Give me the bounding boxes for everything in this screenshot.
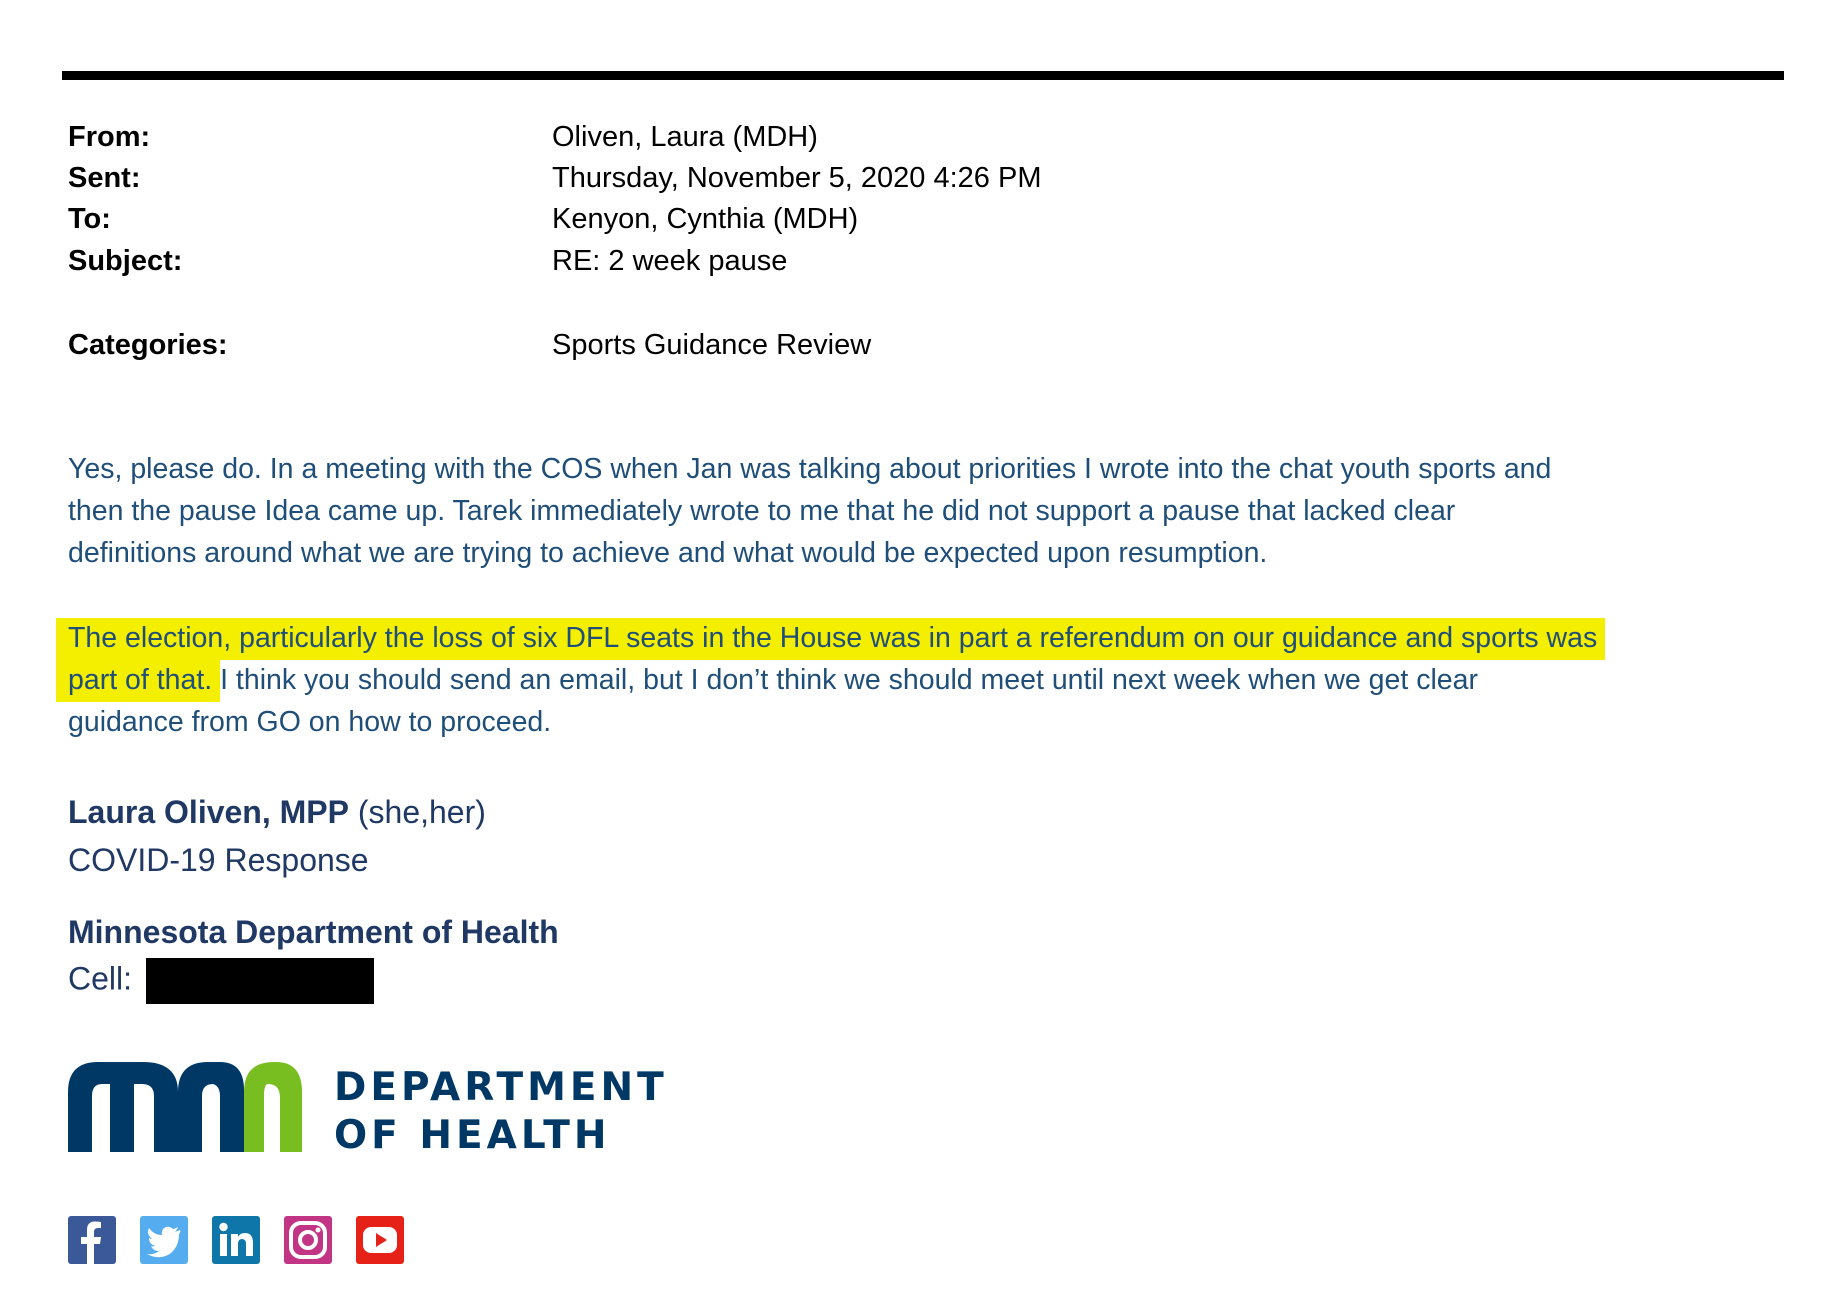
- body-line: guidance from GO on how to proceed.: [68, 706, 552, 738]
- body-line: definitions around what we are trying to achieve and what would be expected upon resumption.: [68, 537, 1268, 569]
- redaction-box: [146, 958, 374, 1004]
- signature-pronouns: (she,her): [348, 794, 486, 830]
- from-label: From:: [68, 121, 151, 153]
- body-paragraph-2: [68, 617, 1788, 743]
- from-value: Oliven, Laura (MDH): [552, 121, 818, 153]
- instagram-icon[interactable]: [284, 1216, 332, 1264]
- sent-label: Sent:: [68, 162, 141, 194]
- to-label: To:: [68, 203, 111, 235]
- subject-label: Subject:: [68, 245, 183, 277]
- logo-line2: OF HEALTH: [334, 1113, 611, 1158]
- header-rule: [62, 71, 1784, 80]
- highlighted-text: The election, particularly the loss of six DFL seats in the House was in part a referendum on our guidance and sports was: [68, 618, 1597, 660]
- highlighted-text: part of that.: [68, 660, 212, 702]
- categories-value: Sports Guidance Review: [552, 329, 872, 361]
- mdh-logo-mark: [68, 1062, 668, 1158]
- sent-value: Thursday, November 5, 2020 4:26 PM: [552, 162, 1042, 194]
- to-value: Kenyon, Cynthia (MDH): [552, 203, 859, 235]
- twitter-icon[interactable]: [140, 1216, 188, 1264]
- signature-name: Laura Oliven, MPP: [68, 794, 349, 830]
- mdh-logo: [68, 1062, 668, 1158]
- body-line: [68, 617, 1788, 659]
- body-line: [68, 659, 1788, 701]
- youtube-icon[interactable]: [356, 1216, 404, 1264]
- subject-value: RE: 2 week pause: [552, 245, 788, 277]
- body-text: I think you should send an email, but I don’t think we should meet until next week when we get clear: [212, 664, 1478, 696]
- body-paragraph-1: [68, 448, 1788, 574]
- facebook-icon[interactable]: [68, 1216, 116, 1264]
- cell-label: Cell:: [68, 960, 133, 997]
- categories-label: Categories:: [68, 329, 228, 361]
- signature-role: COVID-19 Response: [68, 842, 369, 878]
- signature-org: Minnesota Department of Health: [68, 914, 559, 950]
- signature-name-line: [68, 792, 486, 832]
- logo-line1: DEPARTMENT: [334, 1065, 668, 1110]
- body-line: Yes, please do. In a meeting with the COS when Jan was talking about priorities I wrote into the chat youth sports and: [68, 453, 1552, 485]
- body-line: then the pause Idea came up. Tarek immediately wrote to me that he did not support a pause that lacked clear: [68, 495, 1456, 527]
- signature-cell-line: [68, 958, 374, 1004]
- linkedin-icon[interactable]: [212, 1216, 260, 1264]
